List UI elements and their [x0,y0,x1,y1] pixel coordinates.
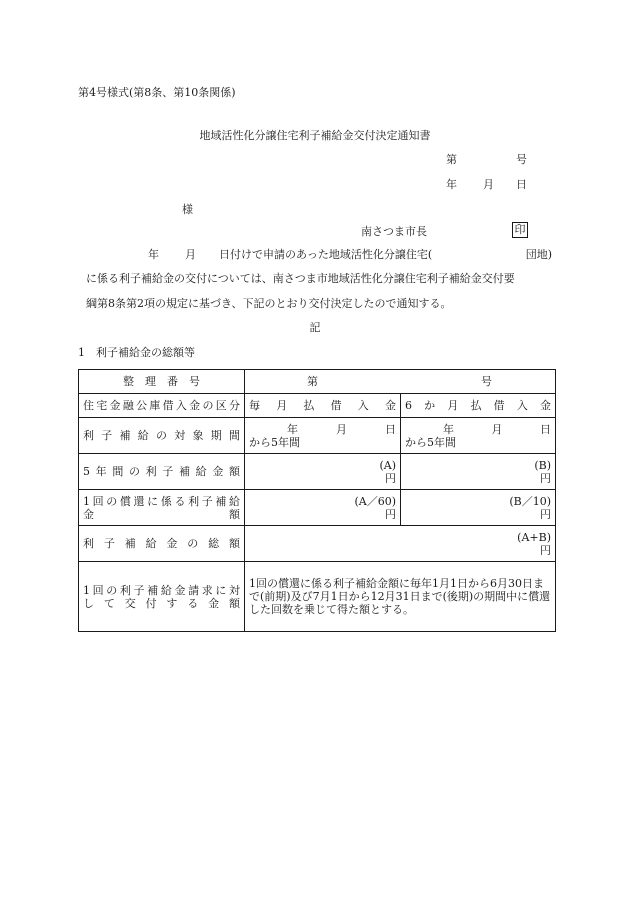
label-line-1: 1回の償還に係る利子補給 [83,494,240,508]
label-five-year-amount: 5年間の利子補給金額 [79,454,245,490]
five-year-amount-b-cell [401,454,556,490]
reference-prefix: 第 [307,374,318,388]
period-semiannual-cell [401,418,556,454]
table-row [79,490,556,526]
period-month: 月 [336,422,347,436]
form-number: 第4号様式(第8条、第10条関係) [78,86,236,99]
body-line-3: 綱第8条第2項の規定に基づき、下記のとおり交付決定したので通知する。 [86,297,452,310]
table-row [79,394,556,418]
label-line-1: 1回の利子補給金請求に対 [83,583,240,597]
section-heading: 1 利子補給金の総額等 [78,346,195,359]
monthly-loan-cell: 毎 月 払 借 入 金 [245,394,401,418]
period-monthly-cell [245,418,401,454]
number-suffix: 号 [516,153,527,166]
label-loan-category: 住宅金融公庫借入金の区分 [79,394,245,418]
period-day: 日 [385,422,396,436]
grant-per-claim-text: 1回の償還に係る利子補給金額に毎年1月1日から6月30日まで(前期)及び7月1日から12月31日まで(後期)の期間中に償還した回数を乗じて得た額とする。 [245,562,556,632]
per-repayment-a-cell [245,490,401,526]
reference-suffix: 号 [481,374,492,388]
label-reference-number: 整 理 番 号 [79,370,245,394]
label-char: 額 [229,507,240,521]
yen-unit: 円 [540,471,551,485]
addressee-suffix: 様 [182,203,193,216]
body-line-1-end: 団地) [525,248,552,261]
reference-number-cell [245,370,556,394]
amount-b-mark: (B) [534,458,551,472]
issuer-name: 南さつま市長 [361,225,427,238]
period-duration: から5年間 [249,435,300,449]
period-year: 年 [287,422,298,436]
period-month: 月 [491,422,503,436]
period-duration: から5年間 [405,435,456,449]
label-target-period: 利子補給の対象期間 [79,418,245,454]
body-month: 月 [185,248,196,261]
body-year: 年 [148,248,159,261]
yen-unit: 円 [540,507,551,521]
yen-unit: 円 [385,507,396,521]
subsidy-table [78,369,556,632]
ki-heading: 記 [309,321,321,334]
date-year: 年 [446,178,457,191]
table-row [79,526,556,562]
body-line-1-text: 日付けで申請のあった地域活性化分譲住宅( [219,248,433,261]
total-mark: (A+B) [517,530,551,544]
five-year-amount-a-cell [245,454,401,490]
label-per-repayment-amount [79,490,245,526]
amount-a60-mark: (A／60) [354,494,396,508]
label-char: 金 [83,507,94,521]
label-line-2: して交付する金額 [83,596,240,610]
amount-b10-mark: (B／10) [509,494,551,508]
label-grant-per-claim [79,562,245,632]
table-row [79,454,556,490]
seal-stamp: 印 [512,222,528,238]
date-day: 日 [516,178,527,191]
per-repayment-b-cell [401,490,556,526]
label-line-2 [83,508,240,521]
number-prefix: 第 [446,153,457,166]
table-row [79,562,556,632]
table-row [79,418,556,454]
document-title: 地域活性化分譲住宅利子補給金交付決定通知書 [199,129,431,142]
yen-unit: 円 [385,471,396,485]
label-total-amount: 利子補給金の総額 [79,526,245,562]
period-year: 年 [443,422,454,436]
period-day: 日 [540,422,551,436]
total-amount-cell [245,526,556,562]
semiannual-loan-cell: 6 か 月 払 借 入 金 [401,394,556,418]
body-line-2: に係る利子補給金の交付については、南さつま市地域活性化分譲住宅利子補給金交付要 [86,272,515,285]
amount-a-mark: (A) [379,458,396,472]
table-row [79,370,556,394]
date-month: 月 [483,178,494,191]
yen-unit: 円 [540,543,551,557]
